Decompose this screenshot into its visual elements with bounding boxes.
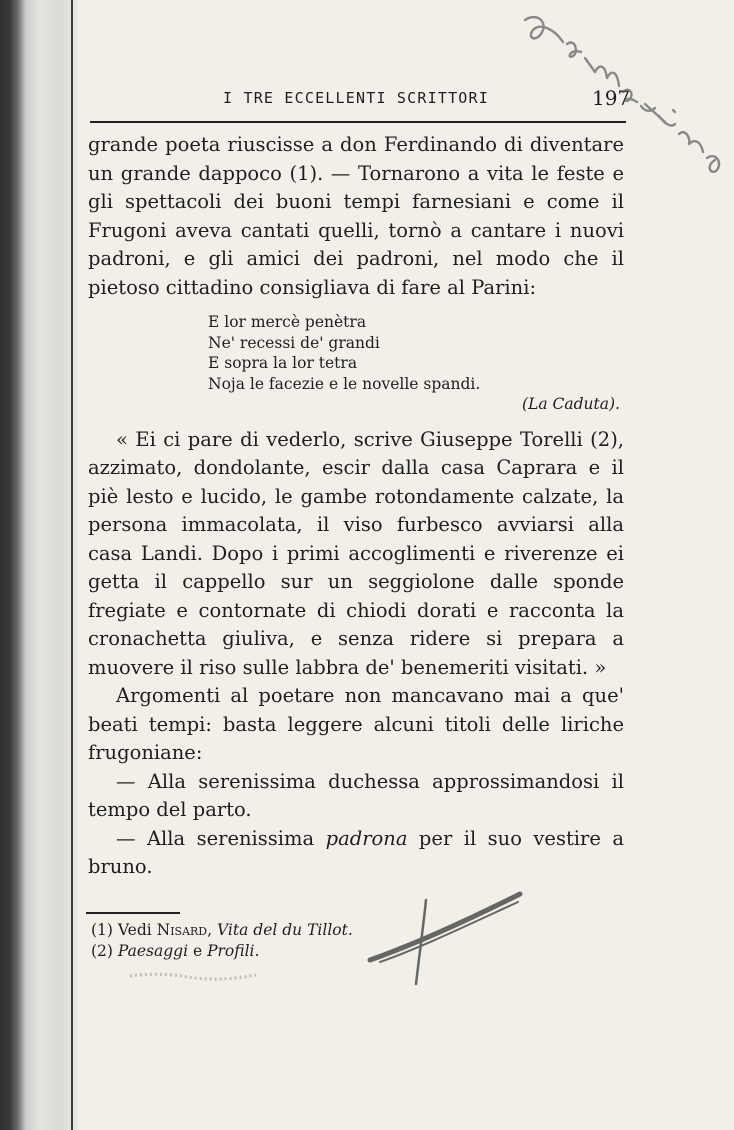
paragraph-1: grande poeta riuscisse a don Ferdinando di diventare un grande dappoco (1). — Tornarono a vita le feste e gli spettacoli dei buoni tempi farnesiani e come il Frugoni aveva cantati quelli, tornò a cantare i nuovi padroni, e gli amici dei padroni, nel modo che il pietoso cittadino consigliava di fare al Parini: bbox=[88, 133, 624, 299]
paragraph-5-emphasis: padrona bbox=[325, 826, 408, 850]
paragraph-5-start: — Alla serenissima bbox=[116, 826, 326, 850]
verse-source: (La Caduta). bbox=[522, 395, 620, 413]
verse-line-3: E sopra la lor tetra bbox=[208, 354, 358, 372]
paragraph-5-end: per il suo vestire a bruno. bbox=[88, 826, 624, 878]
footnote-1-author: Nisard, bbox=[156, 921, 213, 939]
ink-smudge bbox=[128, 970, 258, 982]
footnote-1-marker: (1) Vedi bbox=[91, 921, 157, 939]
footnote-2-title-2: Profili. bbox=[207, 942, 260, 960]
paragraph-5 bbox=[88, 825, 624, 882]
footnote-rule bbox=[86, 912, 180, 914]
pencil-cross-mark bbox=[360, 880, 530, 990]
footnote-1-title: Vita del du Tillot. bbox=[217, 921, 353, 939]
page-number: 197 bbox=[592, 86, 631, 110]
footnote-2-title: Paesaggi bbox=[117, 942, 189, 960]
verse-line-4: Noja le facezie e le novelle spandi. bbox=[208, 374, 481, 393]
running-title: I TRE ECCELLENTI SCRITTORI bbox=[223, 89, 489, 107]
paragraph-4: — Alla serenissima duchessa approssimandosi il tempo del parto. bbox=[88, 769, 624, 821]
verse-quote bbox=[208, 312, 624, 415]
paragraph-2: « Ei ci pare di vederlo, scrive Giuseppe Torelli (2), azzimato, dondolante, escir dalla casa Caprara e il piè lesto e lucido, le gambe rotondamente calzate, la persona immacolata, il viso furbesco avviarsi alla casa Landi. Dopo i primi accoglimenti e riverenze ei getta il cappello sur un seggiolone dalle sponde fregiate e contornate di chiodi dorati e racconta la cronachetta giuliva, e senza ridere si prepara a muovere il riso sulle labbra de' benemeriti visitati. » bbox=[88, 427, 624, 679]
book-binding-gutter bbox=[0, 0, 78, 1130]
footnote-2-conjunction: e bbox=[188, 942, 208, 960]
body-text bbox=[88, 131, 624, 882]
paragraph-3: Argomenti al poetare non mancavano mai a que' beati tempi: basta leggere alcuni titoli delle liriche frugoniane: bbox=[88, 684, 624, 764]
handwritten-signature-annotation bbox=[515, 8, 734, 208]
verse-line-1: E lor mercè penètra bbox=[208, 313, 367, 331]
footnote-2-marker: (2) bbox=[91, 942, 118, 960]
verse-line-2: Ne' recessi de' grandi bbox=[208, 333, 380, 352]
gutter-line bbox=[71, 0, 73, 1130]
